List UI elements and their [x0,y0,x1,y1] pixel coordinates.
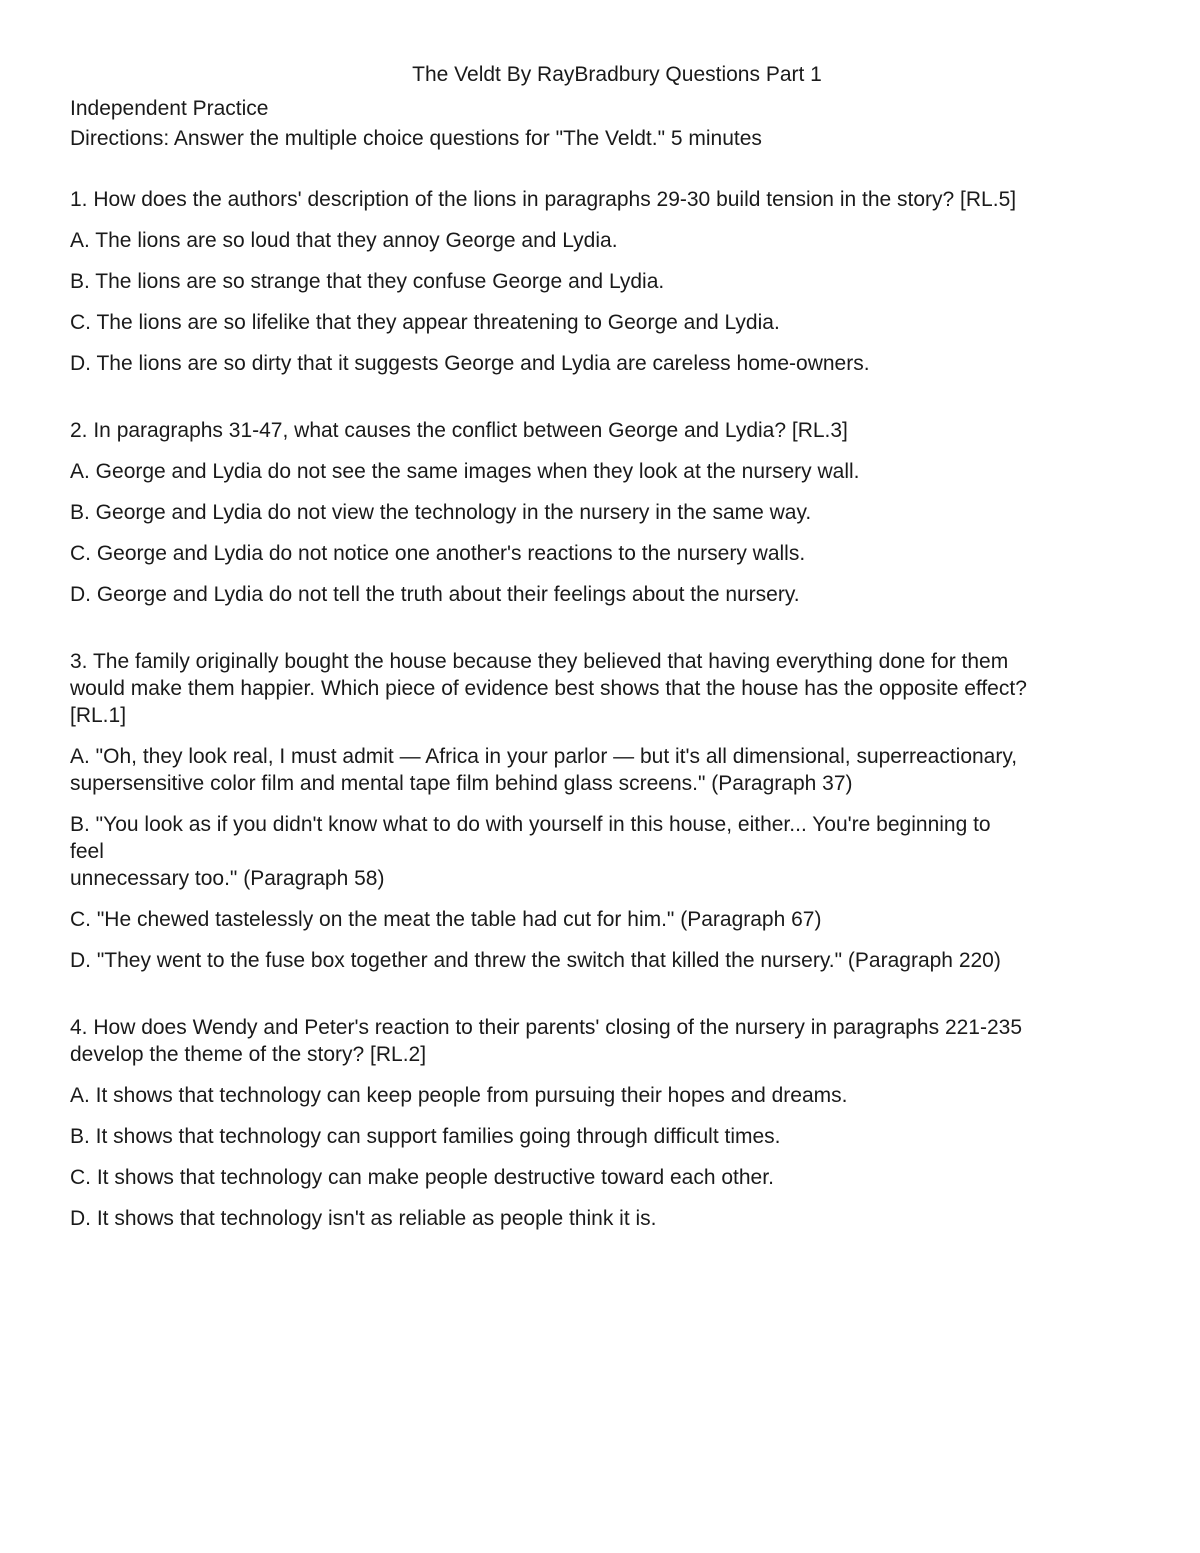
answer-option-a: A. It shows that technology can keep people from pursuing their hopes and dreams. [70,1084,848,1107]
answer-option-a: A. The lions are so loud that they annoy George and Lydia. [70,229,618,252]
answer-option-c: C. It shows that technology can make people destructive toward each other. [70,1166,774,1189]
answer-option-d: D. It shows that technology isn't as reliable as people think it is. [70,1207,657,1230]
subheading: Independent Practice [70,97,269,120]
option-line: C. "He chewed tastelessly on the meat the table had cut for him." (Paragraph 67) [70,908,822,931]
question-1 [70,186,1150,377]
answer-option-b: B. It shows that technology can support families going through difficult times. [70,1125,781,1148]
answer-option-b [70,811,1150,892]
question-stem: 1. How does the authors' description of the lions in paragraphs 29-30 build tension in the story? [RL.5] [70,188,1017,211]
option-line: feel [70,840,104,863]
page-title: The Veldt By RayBradbury Questions Part 1 [412,63,822,86]
directions: Directions: Answer the multiple choice questions for "The Veldt." 5 minutes [70,127,762,150]
question-stem: 2. In paragraphs 31-47, what causes the conflict between George and Lydia? [RL.3] [70,419,848,442]
stem-line: develop the theme of the story? [RL.2] [70,1043,427,1066]
answer-option-c: C. George and Lydia do not notice one another's reactions to the nursery walls. [70,542,806,565]
stem-line: 3. The family originally bought the house because they believed that having everything done for them [70,650,1009,673]
question-3 [70,648,1150,974]
answer-option-b: B. The lions are so strange that they confuse George and Lydia. [70,270,665,293]
question-stem [70,648,1150,729]
option-line: D. "They went to the fuse box together and threw the switch that killed the nursery." (Paragraph 220) [70,949,1001,972]
stem-line: 4. How does Wendy and Peter's reaction to their parents' closing of the nursery in paragraphs 221-235 [70,1016,1023,1039]
stem-line: [RL.1] [70,704,127,727]
question-stem [70,1014,1150,1068]
worksheet-page [70,62,1150,1272]
option-line: A. "Oh, they look real, I must admit — Africa in your parlor — but it's all dimensional, superreactionary, [70,745,1018,768]
answer-option-d [70,947,1150,974]
stem-line: would make them happier. Which piece of evidence best shows that the house has the opposite effect? [70,677,1027,700]
answer-option-c [70,906,1150,933]
option-line: unnecessary too." (Paragraph 58) [70,867,385,890]
answer-option-a: A. George and Lydia do not see the same images when they look at the nursery wall. [70,460,860,483]
answer-option-a [70,743,1150,797]
option-line: B. "You look as if you didn't know what to do with yourself in this house, either... You're beginning to [70,813,991,836]
answer-option-b: B. George and Lydia do not view the technology in the nursery in the same way. [70,501,812,524]
option-line: supersensitive color film and mental tape film behind glass screens." (Paragraph 37) [70,772,853,795]
question-4 [70,1014,1150,1232]
answer-option-d: D. George and Lydia do not tell the truth about their feelings about the nursery. [70,583,800,606]
answer-option-c: C. The lions are so lifelike that they appear threatening to George and Lydia. [70,311,780,334]
question-2 [70,417,1150,608]
answer-option-d: D. The lions are so dirty that it suggests George and Lydia are careless home-owners. [70,352,870,375]
